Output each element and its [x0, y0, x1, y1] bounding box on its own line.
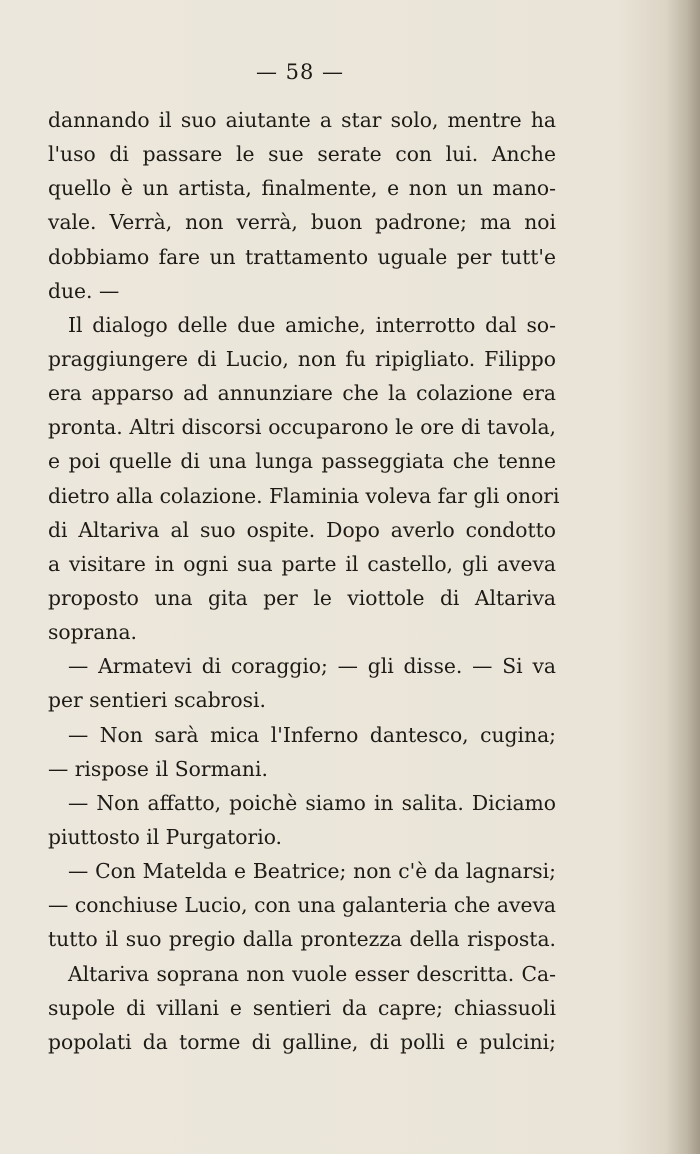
text-line: praggiungere di Lucio, non fu ripigliato. Filippo — [48, 346, 556, 371]
text-line: era apparso ad annunziare che la colazione era — [48, 381, 556, 406]
text-line: a visitare in ogni sua parte il castello, gli aveva — [48, 551, 556, 576]
text-line: dietro alla colazione. Flaminia voleva far gli onori — [48, 483, 560, 508]
body-text — [48, 103, 560, 1059]
text-line: dobbiamo fare un trattamento uguale per tutt'e — [48, 244, 556, 269]
text-line: soprana. — [48, 620, 137, 645]
text-line: vale. Verrà, non verrà, buon padrone; ma noi — [48, 210, 556, 235]
text-line: supole di villani e sentieri da capre; chiassuoli — [48, 995, 556, 1020]
text-line: per sentieri scabrosi. — [48, 688, 266, 713]
text-line: — rispose il Sormani. — [48, 756, 268, 781]
text-line: — Armatevi di coraggio; — gli disse. — Si va — [68, 654, 556, 679]
text-line: — conchiuse Lucio, con una galanteria che aveva — [48, 893, 556, 918]
text-line: quello è un artista, finalmente, e non un mano- — [48, 176, 556, 201]
text-line: — Non sarà mica l'Inferno dantesco, cugina; — [68, 722, 556, 747]
text-line: e poi quelle di una lunga passeggiata che tenne — [48, 449, 556, 474]
text-line: Il dialogo delle due amiche, interrotto dal so- — [68, 312, 556, 337]
text-line: pronta. Altri discorsi occuparono le ore di tavola, — [48, 415, 556, 440]
text-line: di Altariva al suo ospite. Dopo averlo condotto — [48, 517, 556, 542]
text-line: dannando il suo aiutante a star solo, mentre ha — [48, 108, 556, 132]
text-line: l'uso di passare le sue serate con lui. Anche — [48, 142, 556, 167]
text-line: — Con Matelda e Beatrice; non c'è da lagnarsi; — [68, 859, 556, 884]
text-line: popolati da torme di galline, di polli e pulcini; — [48, 1029, 556, 1054]
text-line: piuttosto il Purgatorio. — [48, 824, 282, 849]
page-edge-shadow — [666, 0, 700, 1154]
text-line: tutto il suo pregio dalla prontezza della risposta. — [48, 927, 556, 952]
text-line: — Non affatto, poichè siamo in salita. Diciamo — [68, 790, 556, 815]
text-line: proposto una gita per le viottole di Altariva — [48, 585, 556, 610]
text-line: due. — — [48, 278, 120, 303]
text-line: Altariva soprana non vuole esser descritta. Ca- — [68, 961, 556, 986]
page-number: — 58 — — [255, 60, 345, 84]
